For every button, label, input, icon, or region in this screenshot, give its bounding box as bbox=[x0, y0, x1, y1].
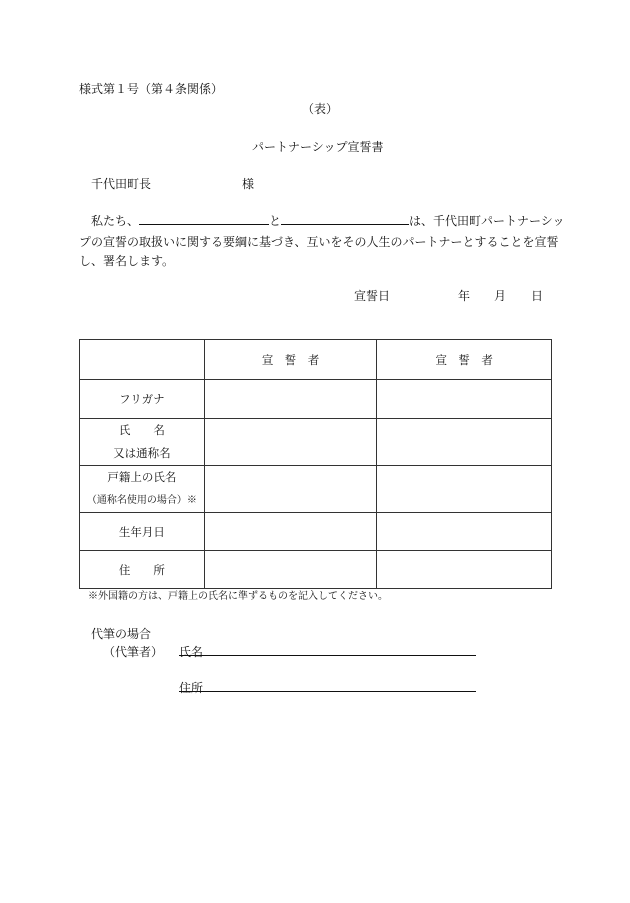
date-day: 日 bbox=[531, 289, 544, 303]
declaration-line-3: し、署名します。 bbox=[79, 254, 175, 268]
address-cell-2[interactable] bbox=[377, 551, 552, 589]
footnote: ※外国籍の方は、戸籍上の氏名に準ずるものを記入してください。 bbox=[88, 591, 388, 602]
proxy-address-line[interactable] bbox=[179, 691, 476, 692]
proxy-name-label: 氏名 bbox=[179, 645, 204, 659]
table-row bbox=[80, 551, 552, 589]
date-month: 月 bbox=[494, 289, 507, 303]
date-year: 年 bbox=[458, 289, 471, 303]
date-label: 宣誓日 bbox=[354, 289, 391, 303]
name-cell-2[interactable] bbox=[377, 419, 552, 466]
row-label: 生年月日 bbox=[80, 513, 205, 551]
row-label: フリガナ bbox=[80, 380, 205, 419]
registered-name-cell-2[interactable] bbox=[377, 466, 552, 513]
document-title: パートナーシップ宣誓書 bbox=[252, 140, 384, 154]
form-number: 様式第１号（第４条関係） bbox=[79, 82, 224, 96]
front-label: （表） bbox=[302, 102, 339, 116]
partner-1-blank[interactable] bbox=[139, 212, 269, 225]
row-label bbox=[80, 419, 205, 466]
row-label-line: 又は通称名 bbox=[113, 446, 171, 460]
birthdate-cell-2[interactable] bbox=[377, 513, 552, 551]
row-label: 住 所 bbox=[80, 551, 205, 589]
declaration-conjunction: と bbox=[269, 214, 282, 228]
table-row bbox=[80, 419, 552, 466]
proxy-name-line[interactable] bbox=[179, 655, 476, 656]
proxy-address-label: 住所 bbox=[179, 681, 204, 695]
recipient: 千代田町長 bbox=[91, 177, 152, 191]
address-cell-1[interactable] bbox=[204, 551, 377, 589]
registered-name-cell-1[interactable] bbox=[204, 466, 377, 513]
table-row bbox=[80, 380, 552, 419]
furigana-cell-2[interactable] bbox=[377, 380, 552, 419]
honorific: 様 bbox=[242, 177, 255, 191]
declaration-line-1 bbox=[91, 212, 565, 229]
table-row bbox=[80, 466, 552, 513]
row-label-line: 氏 名 bbox=[118, 423, 165, 437]
declaration-line1-rest: は、千代田町パートナーシッ bbox=[409, 214, 565, 228]
table-row bbox=[80, 513, 552, 551]
furigana-cell-1[interactable] bbox=[204, 380, 377, 419]
row-label-line: 戸籍上の氏名 bbox=[107, 470, 177, 484]
declarant-table bbox=[79, 339, 552, 589]
declaration-prefix: 私たち、 bbox=[91, 214, 140, 228]
table-header-row bbox=[80, 340, 552, 380]
header-corner-cell bbox=[80, 340, 205, 380]
declaration-line-2: プの宣誓の取扱いに関する要綱に基づき、互いをその人生のパートナーとすることを宣誓 bbox=[79, 235, 559, 249]
row-label bbox=[80, 466, 205, 513]
name-cell-1[interactable] bbox=[204, 419, 377, 466]
column-header: 宣 誓 者 bbox=[377, 340, 552, 380]
proxy-label: （代筆者） bbox=[103, 645, 164, 659]
proxy-heading: 代筆の場合 bbox=[91, 627, 152, 641]
partner-2-blank[interactable] bbox=[281, 212, 409, 225]
column-header: 宣 誓 者 bbox=[204, 340, 377, 380]
birthdate-cell-1[interactable] bbox=[204, 513, 377, 551]
row-label-line: （通称名使用の場合）※ bbox=[86, 495, 197, 506]
